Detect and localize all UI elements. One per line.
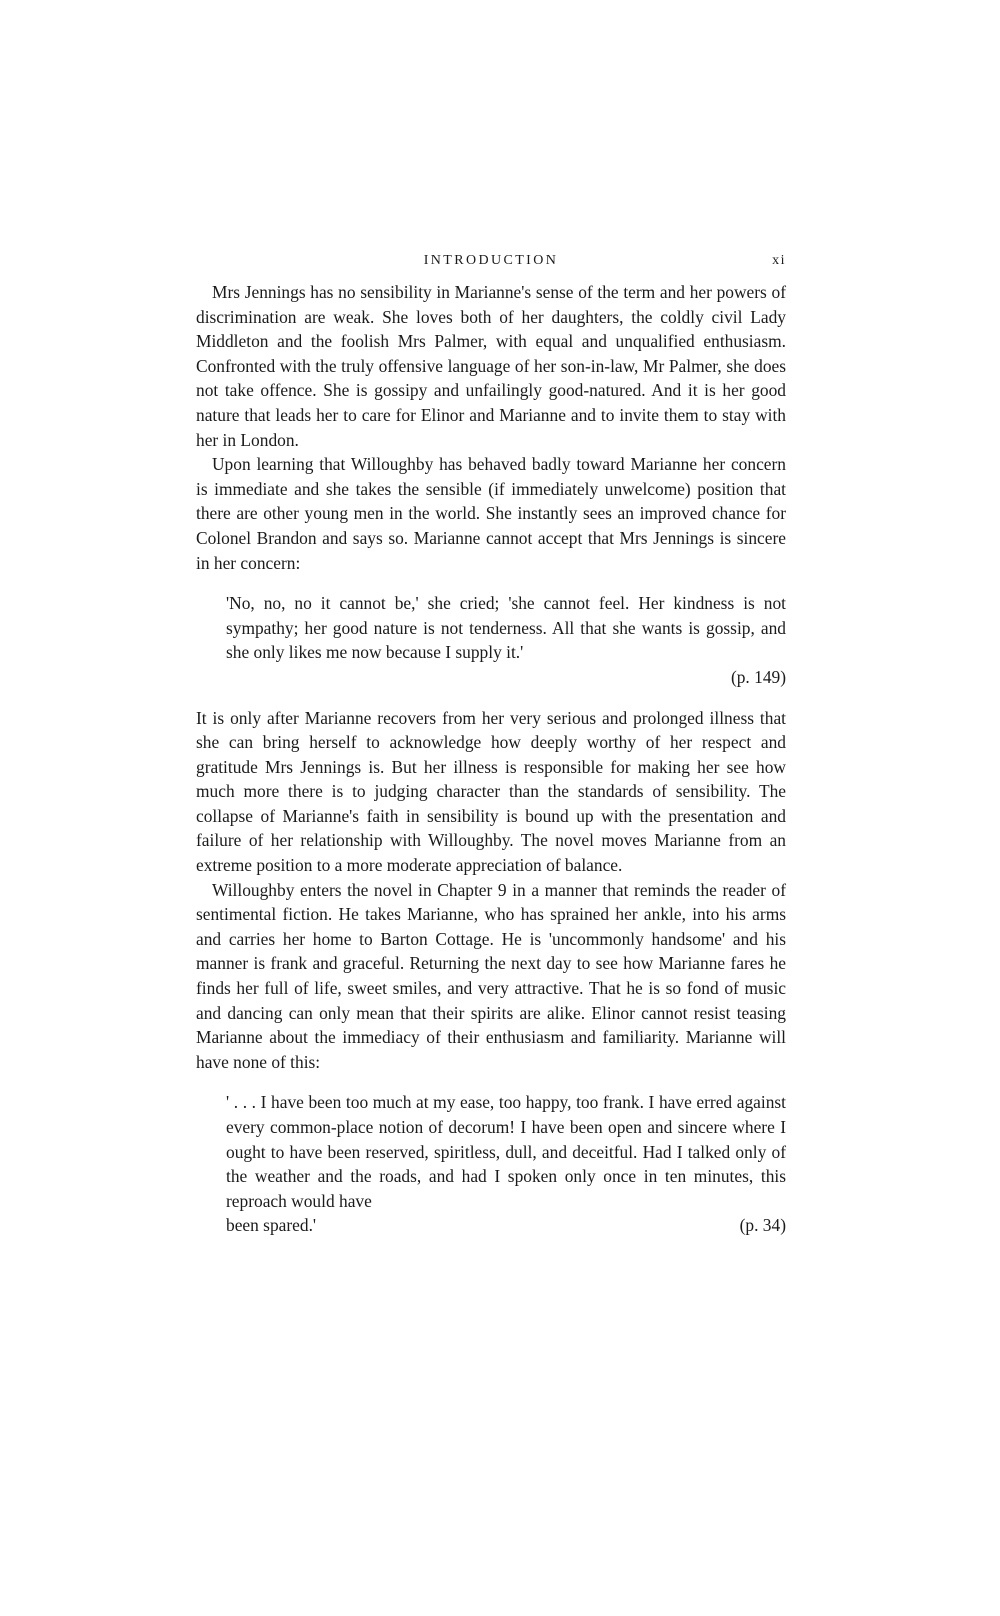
page-number: xi [772,253,786,268]
block-quote-1-text: 'No, no, no it cannot be,' she cried; 'she cannot feel. Her kindness is not sympathy; her good nature is not tenderness. All that she wants is gossip, and she only likes me now because I supply it.' [226,593,786,663]
block-quote-2-text: ' . . . I have been too much at my ease, too happy, too frank. I have erred against every common-place notion of decorum! I have been open and sincere where I ought to have been reserved, spiritless, dull, and deceitful. Had I talked only of the weather and the roads, and had I spoken only once in ten minutes, this reproach would have [226,1092,786,1211]
paragraph-3: It is only after Marianne recovers from her very serious and prolonged illness that she can bring herself to acknowledge how deeply worthy of her respect and gratitude Mrs Jennings is. But her illness is responsible for making her see how much more there is to judging character than the standards of sensibility. The collapse of Marianne's faith in sensibility is bound up with the presentation and failure of her relationship with Willoughby. The novel moves Marianne from an extreme position to a more moderate appreciation of balance. [196,707,786,876]
running-title: INTRODUCTION [423,253,559,268]
block-quote-2 [226,1090,786,1238]
block-quote-2-citation: (p. 34) [739,1215,786,1236]
block-quote-1-citation: (p. 149) [730,666,786,687]
book-page [196,250,786,1254]
running-head [196,250,786,274]
block-quote-2-last-line [226,1213,786,1238]
paragraph-4: Willoughby enters the novel in Chapter 9 in a manner that reminds the reader of sentimental fiction. He takes Marianne, who has sprained her ankle, into his arms and carries her home to Barton Cottage. He is 'uncommonly handsome' and his manner is frank and graceful. Returning the next day to see how Marianne fares he finds her full of life, sweet smiles, and very attractive. That he is so fond of music and dancing can only mean that their spirits are alike. Elinor cannot resist teasing Marianne about the immediacy of their enthusiasm and familiarity. Marianne will have none of this: [196,879,786,1072]
block-quote-2-last-text: been spared.' [226,1215,317,1236]
block-quote-1 [226,591,786,689]
paragraph-2: Upon learning that Willoughby has behaved badly toward Marianne her concern is immediate and she takes the sensible (if immediately unwelcome) position that there are other young men in the world. She instantly sees an improved chance for Colonel Brandon and says so. Marianne cannot accept that Mrs Jennings is sincere in her concern: [196,454,786,573]
paragraph-1: Mrs Jennings has no sensibility in Marianne's sense of the term and her powers of discrimination are weak. She loves both of her daughters, the coldly civil Lady Middleton and the foolish Mrs Palmer, with equal and unqualified enthusiasm. Confronted with the truly offensive language of her son-in-law, Mr Palmer, she does not take offence. She is gossipy and unfailingly good-natured. And it is her good nature that leads her to care for Elinor and Marianne and to invite them to stay with her in London. [196,282,786,450]
